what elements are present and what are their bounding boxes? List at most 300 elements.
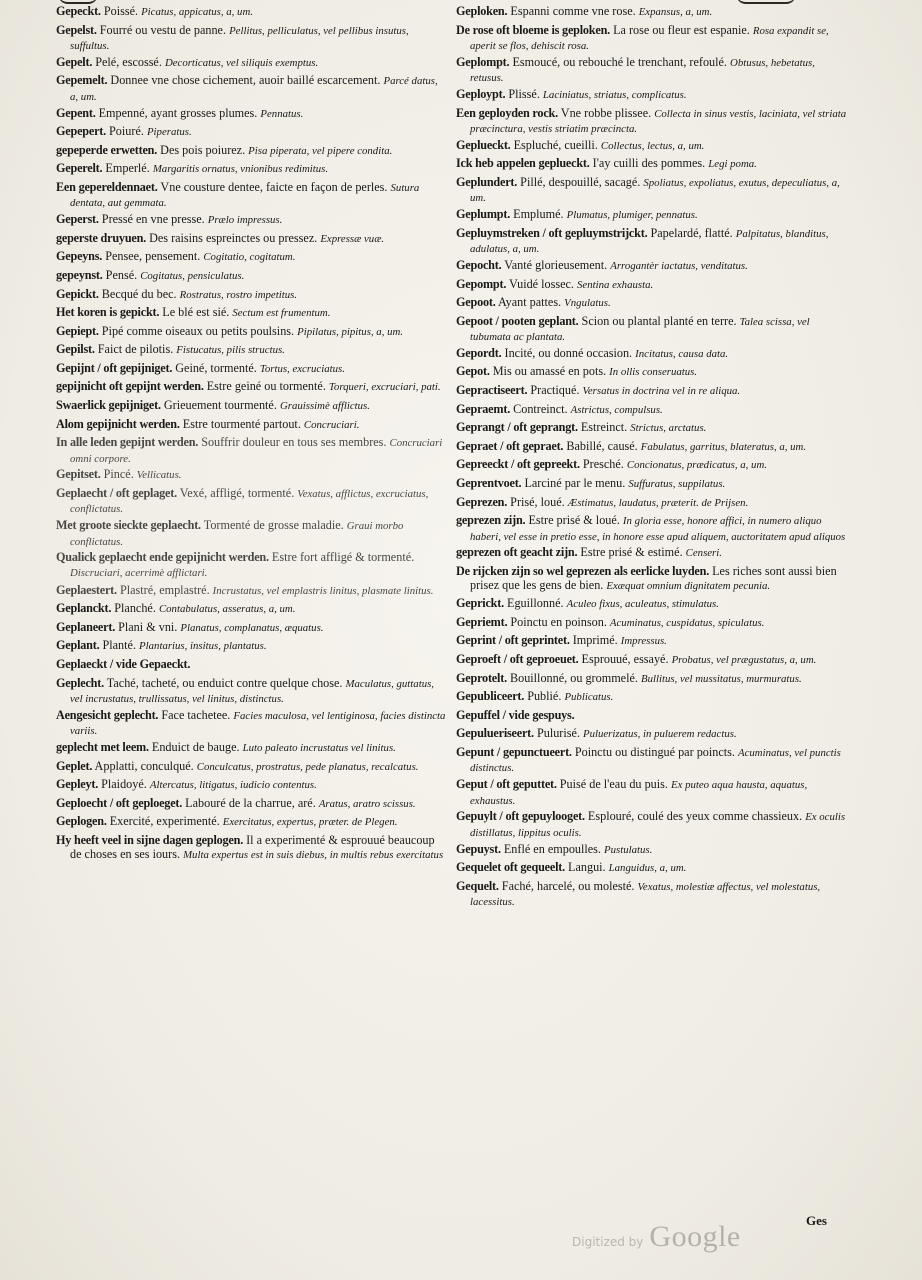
french-gloss: Estre geiné ou tormenté. (206, 379, 326, 394)
headword: Een geployden rock. (456, 105, 558, 120)
latin-gloss: Obtusus, hebetatus, retusus. (470, 56, 815, 84)
latin-gloss: Talea scissa, vel tubumata ac plantata. (470, 315, 810, 343)
dictionary-entry (56, 486, 448, 515)
latin-gloss: Pisa piperata, vel pipere condita. (248, 144, 393, 157)
dictionary-entry (456, 207, 848, 222)
headword: Geplecht. (56, 675, 104, 690)
headword: Geprangt / oft geprangt. (456, 420, 578, 435)
french-gloss: Poiuré. (109, 124, 144, 139)
dictionary-entry (56, 124, 448, 139)
dictionary-entry (56, 106, 448, 121)
french-gloss: Emplumé. (513, 207, 564, 222)
latin-gloss: Bullitus, vel mussitatus, murmuratus. (640, 672, 802, 685)
headword: Gepuylt / oft gepuylooget. (456, 809, 585, 824)
latin-gloss: Luto paleato incrustatus vel linitus. (242, 741, 396, 754)
dictionary-entry (56, 814, 448, 829)
headword: Gepriemt. (456, 614, 508, 629)
headword: gepijnicht oft gepijnt werden. (56, 379, 204, 394)
french-gloss: Esmoucé, ou rebouché le trenchant, refoulé. (512, 54, 727, 69)
headword: Geploken. (456, 4, 508, 18)
french-gloss: Labouré de la charrue, aré. (185, 795, 316, 810)
french-gloss: Pelé, escossé. (95, 54, 162, 69)
headword: Geplumpt. (456, 207, 511, 222)
headword: Gepepert. (56, 124, 106, 139)
latin-gloss: Vngulatus. (564, 297, 611, 310)
french-gloss: Pincé. (103, 467, 134, 482)
latin-gloss: Maculatus, guttatus, vel incrustatus, trullissatus, vel linitus, distinctus. (70, 677, 435, 705)
headword: Gepoot / pooten geplant. (456, 313, 579, 328)
latin-gloss: Torqueri, excruciari, pati. (328, 381, 441, 394)
headword: Geplaestert. (56, 582, 117, 597)
latin-gloss: Suffuratus, suppilatus. (628, 478, 726, 491)
latin-gloss: Plumatus, plumiger, pennatus. (566, 209, 698, 222)
headword: Ick heb appelen geplueckt. (456, 156, 590, 171)
dictionary-entry (456, 564, 848, 593)
dictionary-entry (56, 583, 448, 598)
latin-gloss: Grauissimè afflictus. (279, 400, 370, 413)
latin-gloss: Sutura dentata, aut gemmata. (70, 181, 420, 209)
latin-gloss: Expressæ vuæ. (320, 232, 385, 245)
dictionary-entry (56, 638, 448, 653)
french-gloss: Des raisins espreinctes ou pressez. (149, 230, 318, 245)
latin-gloss: Æstimatus, laudatus, præterit. de Prijsen. (567, 496, 749, 509)
french-gloss: Face tachetee. (161, 707, 231, 722)
headword: Geprentvoet. (456, 476, 522, 491)
french-gloss: Tormenté de grosse maladie. (203, 518, 344, 533)
latin-gloss: Expansus, a, um. (638, 6, 713, 18)
french-gloss: Le blé est sié. (162, 305, 230, 320)
french-gloss: Exercité, experimenté. (109, 814, 220, 829)
latin-gloss: Exercitatus, expertus, præter. de Plegen. (222, 816, 398, 829)
dictionary-entry (456, 671, 848, 686)
french-gloss: Poinctu ou distingué par poincts. (574, 744, 735, 759)
dictionary-entry (456, 106, 848, 135)
headword: geprezen zijn. (456, 513, 526, 528)
dictionary-entry (56, 435, 448, 464)
dictionary-entry (456, 689, 848, 704)
dictionary-entry (56, 161, 448, 176)
latin-gloss: Strictus, arctatus. (630, 422, 707, 435)
headword: Geplaneert. (56, 619, 116, 634)
french-gloss: Planté. (102, 638, 136, 653)
latin-gloss: Incitatus, causa data. (635, 347, 729, 360)
french-gloss: Ayant pattes. (497, 295, 562, 310)
dictionary-entry (456, 364, 848, 379)
headword: Geprickt. (456, 596, 504, 611)
latin-gloss: Rosa expandit se, aperit se flos, dehiscit rosa. (470, 24, 829, 52)
dictionary-entry (56, 417, 448, 432)
french-gloss: Pipé comme oiseaux ou petits poulsins. (101, 323, 295, 338)
latin-gloss: Tortus, excruciatus. (259, 362, 345, 375)
latin-gloss: Acuminatus, cuspidatus, spiculatus. (609, 616, 765, 629)
headword: Gepeyns. (56, 249, 103, 264)
headword: Geput / oft geputtet. (456, 777, 557, 792)
latin-gloss: Languidus, a, um. (608, 862, 687, 875)
french-gloss: Donnee vne chose cichement, auoir baillé escarcement. (110, 73, 381, 88)
french-gloss: Pressé en vne presse. (101, 212, 205, 227)
dictionary-entry (56, 467, 448, 482)
french-gloss: Poinctu en poinson. (510, 614, 607, 629)
dictionary-entry (456, 23, 848, 52)
french-gloss: Des pois poiurez. (160, 142, 246, 157)
dictionary-entry (456, 513, 848, 542)
french-gloss: Becqué du bec. (101, 286, 177, 301)
headword: Gepickt. (56, 286, 99, 301)
latin-gloss: Legi poma. (708, 158, 757, 171)
latin-gloss: Exæquat omnium dignitatem pecunia. (606, 580, 771, 593)
french-gloss: Grieuement tourmenté. (163, 398, 277, 413)
headword: In alle leden gepijnt werden. (56, 435, 199, 450)
headword: Gepulueriseert. (456, 726, 534, 741)
latin-gloss: Spoliatus, expoliatus, exutus, depeculiatus, a, um. (470, 176, 840, 204)
french-gloss: Plastré, emplastré. (119, 582, 210, 597)
dictionary-entry (456, 346, 848, 361)
french-gloss: Practiqué. (530, 383, 580, 398)
headword: Gepijnt / oft gepijniget. (56, 360, 173, 375)
dictionary-entry (56, 55, 448, 70)
latin-gloss: Probatus, vel prægustatus, a, um. (671, 653, 817, 666)
dictionary-entry (56, 833, 448, 862)
french-gloss: Espanni comme vne rose. (510, 4, 636, 18)
dictionary-entry (456, 860, 848, 875)
french-gloss: I'ay cuilli des pommes. (592, 156, 706, 171)
dictionary-entry (456, 633, 848, 648)
latin-gloss: Conculcatus, prostratus, pede planatus, recalcatus. (196, 760, 419, 773)
french-gloss: Estre tourmenté partout. (182, 416, 301, 431)
french-gloss: Pensee, pensement. (105, 249, 201, 264)
dictionary-entry (456, 383, 848, 398)
dictionary-entry (56, 73, 448, 102)
french-gloss: Larciné par le menu. (524, 476, 626, 491)
latin-gloss: Concionatus, prædicatus, a, um. (626, 459, 767, 472)
french-gloss: Pillé, despouillé, sacagé. (520, 174, 641, 189)
french-gloss: Puisé de l'eau du puis. (559, 777, 668, 792)
dictionary-entry (56, 550, 448, 579)
dictionary-entry (456, 226, 848, 255)
dictionary-entry (456, 726, 848, 741)
latin-gloss: Vexatus, molestiæ affectus, vel molestatus, lacessitus. (470, 880, 821, 908)
dictionary-entry (56, 518, 448, 547)
headword: Qualick geplaecht ende gepijnicht werden. (56, 550, 269, 565)
dictionary-entry (456, 545, 848, 560)
dictionary-entry (56, 759, 448, 774)
french-gloss: Langui. (568, 860, 606, 875)
dictionary-entry (56, 4, 448, 19)
headword: Geplundert. (456, 174, 518, 189)
dictionary-entry (456, 175, 848, 204)
dictionary-entry (56, 249, 448, 264)
french-gloss: Fourré ou vestu de panne. (99, 22, 227, 37)
headword: Gepraemt. (456, 401, 511, 416)
headword: Geplant. (56, 638, 100, 653)
headword: Gepot. (456, 364, 490, 379)
headword: Geperst. (56, 212, 99, 227)
french-gloss: Vne robbe plissee. (560, 105, 652, 120)
dictionary-entry (456, 777, 848, 806)
headword: Gepunt / gepunctueert. (456, 744, 572, 759)
dictionary-entry (456, 402, 848, 417)
latin-gloss: Sectum est frumentum. (232, 307, 331, 320)
french-gloss: Souffrir douleur en tous ses membres. (201, 435, 387, 450)
french-gloss: Geiné, tormenté. (175, 360, 257, 375)
headword: Gepemelt. (56, 73, 108, 88)
headword: Geplaecht / oft geplaget. (56, 486, 177, 501)
dictionary-entry (456, 87, 848, 102)
latin-gloss: Acuminatus, vel punctis distinctus. (470, 746, 841, 774)
headword: Gepubliceert. (456, 689, 525, 704)
french-gloss: Imprimé. (572, 633, 618, 648)
latin-gloss: Piperatus. (146, 126, 192, 139)
left-column (56, 4, 448, 862)
headword: Gepluymstreken / oft gepluymstrijckt. (456, 225, 648, 240)
dictionary-entry (56, 676, 448, 705)
french-gloss: Emperlé. (105, 161, 150, 176)
french-gloss: Vuidé lossec. (509, 276, 574, 291)
french-gloss: Taché, tacheté, ou enduict contre quelque chose. (106, 675, 343, 690)
french-gloss: Esprouué, essayé. (581, 651, 669, 666)
headword: Gepompt. (456, 276, 507, 291)
french-gloss: Prisé, loué. (510, 494, 565, 509)
latin-gloss: Puluerizatus, in puluerem redactus. (583, 728, 737, 741)
dictionary-entry (456, 708, 848, 723)
french-gloss: Mis ou amassé en pots. (492, 364, 607, 379)
headword: gepeynst. (56, 267, 103, 282)
french-gloss: Pulurisé. (536, 726, 580, 741)
headword: Gequelet oft gequeelt. (456, 860, 565, 875)
latin-gloss: Astrictus, compulsus. (570, 403, 663, 416)
latin-gloss: Aratus, aratro scissus. (318, 797, 416, 810)
dictionary-entry (56, 324, 448, 339)
headword: Gepelt. (56, 54, 93, 69)
headword: geperste druyuen. (56, 230, 147, 245)
latin-gloss: Collectus, lectus, a, um. (600, 139, 705, 152)
latin-gloss: Sentina exhausta. (577, 278, 654, 291)
headword: Geperelt. (56, 161, 103, 176)
french-gloss: Contreinct. (513, 401, 568, 416)
french-gloss: Enflé en empoulles. (503, 841, 601, 856)
latin-gloss: In ollis conseruatus. (609, 366, 698, 379)
headword: Gepitset. (56, 467, 101, 482)
headword: Gepreeckt / oft gepreekt. (456, 457, 580, 472)
french-gloss: Faché, harcelé, ou molesté. (501, 878, 635, 893)
dictionary-entry (456, 258, 848, 273)
dictionary-entry (456, 879, 848, 908)
digitized-watermark (572, 1220, 741, 1254)
french-gloss: Estre prisé & loué. (528, 513, 620, 528)
headword: geprezen oft geacht zijn. (456, 545, 578, 560)
catchword: Ges (806, 1213, 827, 1228)
dictionary-entry (56, 305, 448, 320)
dictionary-entry (56, 342, 448, 357)
french-gloss: Vne cousture dentee, faicte en façon de perles. (160, 179, 388, 194)
dictionary-entry (56, 708, 448, 737)
latin-gloss: Parcé datus, a, um. (70, 75, 438, 103)
latin-gloss: Discruciari, acerrimè afflictari. (70, 566, 208, 579)
latin-gloss: Aculeo fixus, aculeatus, stimulatus. (566, 598, 719, 611)
headword: De rijcken zijn so wel geprezen als eerlicke luyden. (456, 564, 710, 578)
headword: Het koren is gepickt. (56, 305, 160, 320)
headword: Geplet. (56, 758, 93, 773)
dictionary-entry (456, 295, 848, 310)
headword: Gepilst. (56, 342, 95, 357)
french-gloss: Faict de pilotis. (97, 342, 174, 357)
latin-gloss: Publicatus. (564, 691, 614, 704)
dictionary-entry (56, 268, 448, 283)
latin-gloss: Fabulatus, garritus, blateratus, a, um. (640, 440, 807, 453)
dictionary-entry (56, 740, 448, 755)
dictionary-entry (56, 287, 448, 302)
french-gloss: Estre prisé & estimé. (580, 545, 683, 560)
headword: Gepoot. (456, 295, 496, 310)
dictionary-entry (456, 457, 848, 472)
dictionary-entry (56, 212, 448, 227)
dictionary-entry (456, 842, 848, 857)
latin-gloss: Graui morbo conflictatus. (70, 520, 404, 548)
latin-gloss: Cogitatus, pensiculatus. (140, 269, 245, 282)
latin-gloss: Pustulatus. (604, 843, 653, 856)
dictionary-entry (56, 620, 448, 635)
french-gloss: La rose ou fleur est espanie. (613, 22, 750, 37)
google-logo: Google (649, 1220, 741, 1253)
french-gloss: Incité, ou donné occasion. (504, 345, 633, 360)
dictionary-entry (456, 476, 848, 491)
dictionary-entry (456, 596, 848, 611)
french-gloss: Enduict de bauge. (151, 739, 240, 754)
latin-gloss: Versatus in doctrina vel in re aliqua. (582, 385, 741, 398)
dictionary-entry (456, 138, 848, 153)
headword: Aengesicht geplecht. (56, 707, 159, 722)
headword: Gepleyt. (56, 777, 99, 792)
latin-gloss: Multa expertus est in suis diebus, in multis rebus exercitatus (183, 849, 444, 862)
dictionary-entry (456, 156, 848, 171)
headword: Geploecht / oft geploeget. (56, 795, 183, 810)
latin-gloss: Ex puteo aqua hausta, aquatus, exhaustus. (470, 779, 808, 807)
latin-gloss: Cogitatio, cogitatum. (203, 251, 296, 264)
watermark-prefix: Digitized by (572, 1235, 644, 1249)
french-gloss: Esplouré, coulé des yeux comme chassieux. (587, 809, 803, 824)
french-gloss: Estre fort affligé & tormenté. (271, 550, 415, 565)
dictionary-entry (56, 657, 448, 672)
dictionary-entry (56, 379, 448, 394)
dictionary-entry (456, 615, 848, 630)
latin-gloss: Concruciari. (303, 418, 360, 431)
dictionary-entry (456, 277, 848, 292)
latin-gloss: In gloria esse, honore affici, in numero aliquo haberi, vel esse in pretio esse, in honore esse apud aliquem, auctoritatem apud aliquos (470, 515, 846, 543)
latin-gloss: Margaritis ornatus, vnionibus redimitus. (152, 163, 329, 176)
french-gloss: Applatti, conculqué. (94, 758, 194, 773)
french-gloss: Babillé, causé. (566, 438, 638, 453)
dictionary-entry (456, 314, 848, 343)
latin-gloss: Prælo impressus. (207, 214, 283, 227)
latin-gloss: Pipilatus, pipitus, a, um. (297, 325, 404, 338)
dictionary-entry (456, 55, 848, 84)
headword: Gepocht. (456, 257, 502, 272)
headword: Geprint / oft geprintet. (456, 633, 570, 648)
headword: Geplogen. (56, 814, 107, 829)
french-gloss: Scion ou plantal planté en terre. (581, 313, 737, 328)
dictionary-entry (56, 143, 448, 158)
latin-gloss: Ex oculis distillatus, lippitus oculis. (470, 811, 846, 839)
dictionary-entry (456, 809, 848, 838)
dictionary-entry (56, 777, 448, 792)
headword: Gepractiseert. (456, 383, 528, 398)
latin-gloss: Censeri. (685, 547, 722, 560)
latin-gloss: Decorticatus, vel siliquis exemptus. (164, 56, 319, 69)
headword: geplecht met leem. (56, 739, 149, 754)
latin-gloss: Vellicatus. (136, 469, 182, 482)
headword: Gequelt. (456, 878, 499, 893)
latin-gloss: Picatus, appicatus, a, um. (141, 6, 253, 18)
headword: Swaerlick gepijniget. (56, 398, 161, 413)
french-gloss: Plissé. (508, 86, 540, 101)
headword: gepeperde erwetten. (56, 142, 158, 157)
french-gloss: Poissé. (103, 4, 139, 18)
dictionary-entry (456, 495, 848, 510)
headword: Geplaeckt / vide Gepaeckt. (56, 656, 191, 671)
latin-gloss: Plantarius, insitus, plantatus. (139, 640, 267, 653)
right-column (456, 4, 848, 908)
french-gloss: Plaidoyé. (101, 777, 147, 792)
latin-gloss: Palpitatus, blanditus, adulatus, a, um. (470, 227, 829, 255)
dictionary-entry (56, 23, 448, 52)
latin-gloss: Facies maculosa, vel lentiginosa, facies distincta variis. (70, 709, 446, 737)
latin-gloss: Impressus. (620, 635, 667, 648)
latin-gloss: Pennatus. (260, 107, 304, 120)
headword: Een gepereldennaet. (56, 179, 158, 194)
latin-gloss: Altercatus, litigatus, iudicio contentus. (149, 779, 317, 792)
french-gloss: Bouillonné, ou grommelé. (509, 670, 638, 685)
dictionary-entry (56, 398, 448, 413)
latin-gloss: Concruciari omni corpore. (70, 437, 443, 465)
headword: Geplompt. (456, 54, 510, 69)
latin-gloss: Vexatus, afflictus, excruciatus, conflictatus. (70, 488, 429, 516)
headword: Gepordt. (456, 345, 502, 360)
headword: Geplueckt. (456, 137, 511, 152)
french-gloss: Vexé, affligé, tormenté. (179, 486, 295, 501)
latin-gloss: Collecta in sinus vestis, laciniata, vel striata præcinctura, vestis striatim præcincta. (470, 107, 847, 135)
dictionary-entry (456, 745, 848, 774)
french-gloss: Planché. (114, 601, 156, 616)
headword: Alom gepijnicht werden. (56, 416, 180, 431)
latin-gloss: Laciniatus, striatus, complicatus. (542, 88, 687, 101)
dictionary-entry (56, 796, 448, 811)
headword: Geprotelt. (456, 670, 507, 685)
headword: Hy heeft veel in sijne dagen geplogen. (56, 832, 244, 847)
headword: Gepent. (56, 105, 96, 120)
latin-gloss: Planatus, complanatus, æquatus. (180, 621, 324, 634)
french-gloss: Presché. (582, 457, 624, 472)
french-gloss: Publié. (527, 689, 562, 704)
french-gloss: Vanté glorieusement. (504, 257, 608, 272)
headword: Gepuyst. (456, 841, 501, 856)
french-gloss: Espluché, cueilli. (513, 137, 598, 152)
latin-gloss: Arrogantèr iactatus, venditatus. (610, 259, 748, 272)
french-gloss: Papelardé, flatté. (650, 225, 733, 240)
headword: Geprezen. (456, 494, 508, 509)
dictionary-entry (456, 420, 848, 435)
headword: Geploypt. (456, 86, 506, 101)
headword: Gepiept. (56, 323, 99, 338)
french-gloss: Pensé. (105, 267, 138, 282)
french-gloss: Estreinct. (580, 420, 628, 435)
french-gloss: Eguillonné. (507, 596, 564, 611)
headword: Gepeckt. (56, 4, 101, 18)
headword: Met groote sieckte geplaecht. (56, 518, 201, 533)
dictionary-entry (456, 652, 848, 667)
headword: Gepuffel / vide gespuys. (456, 707, 575, 722)
latin-gloss: Incrustatus, vel emplastris linitus, plasmate linitus. (212, 584, 434, 597)
dictionary-entry (456, 4, 848, 19)
